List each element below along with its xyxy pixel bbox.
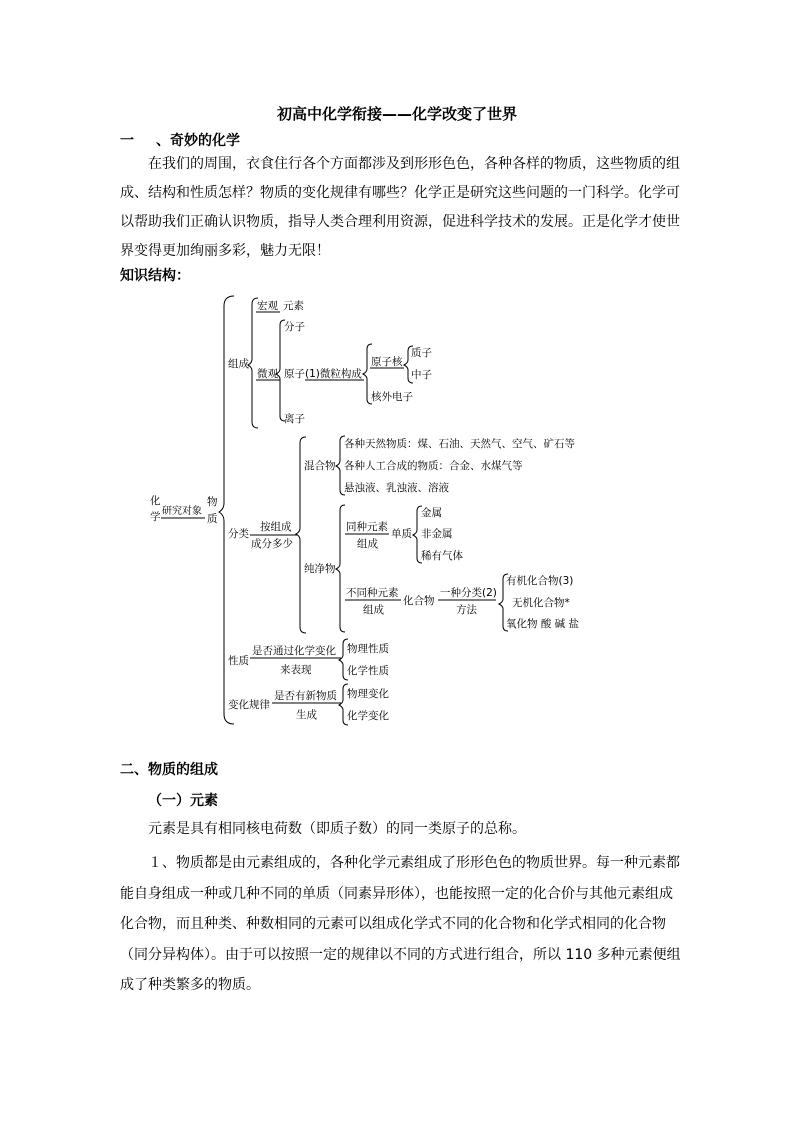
composition-label: 组成 bbox=[228, 358, 249, 370]
electrons-label: 核外电子 bbox=[371, 391, 413, 403]
change-label: 变化规律 bbox=[228, 699, 270, 711]
knowledge-structure-label: 知识结构： bbox=[120, 268, 190, 284]
mixture-item: 各种天然物质：煤、石油、天然气、空气、矿石等 bbox=[344, 438, 575, 450]
diff-element-top: 不同种元素 bbox=[346, 587, 399, 599]
root-chem-top: 化 bbox=[150, 495, 161, 507]
properties-criterion-top: 是否通过化学变化 bbox=[252, 645, 336, 657]
paragraph-line: 以帮助我们正确认识物质，指导人类合理利用资源，促进科学技术的发展。正是化学才使世 bbox=[120, 214, 680, 230]
section1-title: 、奇妙的化学 bbox=[156, 133, 240, 149]
diff-element-bottom: 组成 bbox=[363, 604, 384, 616]
micro-label: 微观 bbox=[257, 368, 278, 380]
paragraph-line: 成了种类繁多的物质。 bbox=[120, 977, 260, 993]
change-item: 化学变化 bbox=[347, 710, 389, 722]
change-criterion-top: 是否有新物质 bbox=[274, 690, 337, 702]
properties-criterion-bottom: 来表现 bbox=[280, 664, 312, 676]
object-bottom: 质 bbox=[207, 513, 218, 525]
definition-line: 元素是具有相同核电荷数（即质子数）的同一类原子的总称。 bbox=[148, 821, 526, 837]
section2-heading: 二、物质的组成 bbox=[120, 762, 218, 778]
properties-item: 物理性质 bbox=[347, 643, 389, 655]
compound-item: 氧化物 酸 碱 盐 bbox=[506, 618, 580, 630]
same-element-bottom: 组成 bbox=[357, 538, 378, 550]
pure-brace bbox=[336, 505, 345, 632]
neutron-label: 中子 bbox=[411, 369, 432, 381]
nucleus-label: 原子核 bbox=[371, 356, 403, 368]
simple-item: 非金属 bbox=[421, 528, 453, 540]
root-link-label: 研究对象 bbox=[162, 506, 202, 517]
mixture-item: 悬浊液、乳浊液、溶液 bbox=[344, 482, 449, 494]
compound-item: 无机化合物* bbox=[512, 597, 570, 609]
method-top: 一种分类(2) bbox=[440, 587, 497, 599]
section2-subheading: （一）元素 bbox=[148, 793, 218, 809]
change-criterion-bottom: 生成 bbox=[296, 709, 317, 721]
mixture-label: 混合物 bbox=[304, 460, 336, 472]
compound-label: 化合物 bbox=[403, 595, 435, 607]
mixture-item: 各种人工合成的物质：合金、水煤气等 bbox=[344, 460, 523, 472]
proton-label: 质子 bbox=[411, 347, 432, 359]
pure-label: 纯净物 bbox=[304, 563, 336, 575]
paragraph-line: 成、结构和性质怎样？物质的变化规律有哪些？化学正是研究这些问题的一门科学。化学可 bbox=[120, 185, 680, 201]
root-chem-bottom: 学 bbox=[150, 511, 161, 523]
properties-label: 性质 bbox=[228, 655, 249, 667]
element-definition bbox=[148, 815, 526, 844]
simple-substance-label: 单质 bbox=[391, 528, 412, 540]
object-top: 物 bbox=[207, 496, 218, 508]
document-title: 初高中化学衔接——化学改变了世界 bbox=[276, 105, 517, 123]
paragraph-line: 在我们的周围，衣食住行各个方面都涉及到形形色色，各种各样的物质，这些物质的组 bbox=[148, 156, 680, 172]
atom-label: 原子(1)微粒构成 bbox=[284, 368, 362, 380]
element-label: 元素 bbox=[283, 300, 304, 312]
section1-number: 一 bbox=[120, 133, 134, 149]
classification-criterion-bottom: 成分多少 bbox=[251, 538, 293, 550]
composition-brace bbox=[248, 298, 258, 428]
simple-item: 稀有气体 bbox=[421, 550, 463, 562]
paragraph-line: 界变得更加绚丽多彩，魅力无限！ bbox=[120, 243, 330, 259]
method-bottom: 方法 bbox=[456, 604, 477, 616]
ion-label: 离子 bbox=[284, 413, 305, 425]
paragraph-line: 化合物，而且种类、种数相同的元素可以组成化学式不同的化合物和化学式相同的化合物 bbox=[120, 916, 666, 932]
compound-item: 有机化合物(3) bbox=[506, 575, 574, 587]
paragraph-line: １、物质都是由元素组成的，各种化学元素组成了形形色色的物质世界。每一种元素都 bbox=[148, 855, 680, 871]
change-item: 物理变化 bbox=[347, 688, 389, 700]
molecule-label: 分子 bbox=[284, 321, 305, 333]
simple-item: 金属 bbox=[421, 507, 442, 519]
classification-criterion-top: 按组成 bbox=[260, 521, 292, 533]
section2-paragraph bbox=[120, 848, 681, 1001]
classification-label: 分类 bbox=[228, 528, 249, 540]
properties-item: 化学性质 bbox=[347, 665, 389, 677]
macro-label: 宏观 bbox=[257, 300, 278, 312]
paragraph-line: 能自身组成一种或几种不同的单质（同素异形体），也能按照一定的化合价与其他元素组成 bbox=[120, 885, 673, 902]
paragraph-line: （同分异构体）。由于可以按照一定的规律以不同的方式进行组合，所以 110 多种元素便组 bbox=[120, 946, 681, 963]
same-element-top: 同种元素 bbox=[346, 521, 388, 533]
